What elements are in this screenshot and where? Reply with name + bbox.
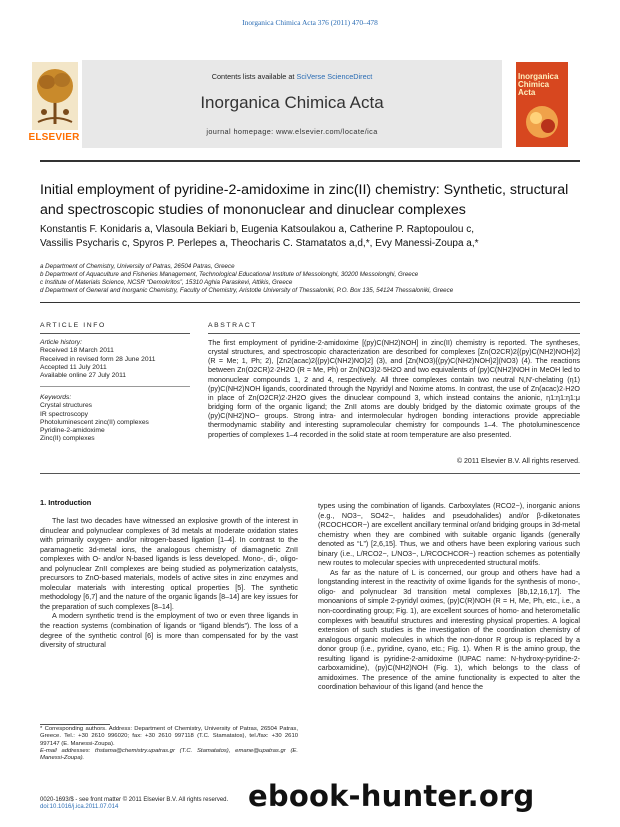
history-online: Available online 27 July 2011 <box>40 372 127 380</box>
affiliation-d: d Department of General and Inorganic Chemistry, Faculty of Chemistry, Aristotle University of Thessaloniki, P.O. Box 135, 54124 Thessaloniki, Greece <box>40 287 454 294</box>
homepage-line <box>82 127 502 136</box>
abstract-rule <box>208 333 580 334</box>
homepage-prefix: journal homepage: <box>206 127 277 136</box>
keywords-rule <box>40 386 190 387</box>
authors-line-2[interactable]: Vassilis Psycharis c, Spyros P. Perlepes a, Theocharis C. Stamatatos a,d,*, Evy Manessi-Zoupa a,* <box>40 237 479 249</box>
footnote-rule <box>40 724 110 725</box>
section-heading-introduction: 1. Introduction <box>40 498 92 507</box>
keywords-label: Keywords: <box>40 394 72 401</box>
article-info-rule <box>40 333 190 334</box>
keyword-item: IR spectroscopy <box>40 410 88 418</box>
body-paragraph: The last two decades have witnessed an explosive growth of the interest in dinuclear and polynuclear complexes of 3d metals at moderate oxidation states with primarily oxygen- and/or nitrogen-based ligation [1–4]. In contrast to the paramagnetic 3d-metal ions, the analogous chemistry of diamagnetic ZnII complexes with O- and/or N-based ligands is less developed. Mono-, di-, oligo- and polynuclear ZnII complexes are being studied as polymerization catalysts, precursors to ZnO-based materials, models of active sites in zinc enzymes and molecular materials with interesting optical properties [5]. The synthetic methodology [6,7] and the nature of the organic ligands [8–14] are key issues for the preparation of such complexes [8–14]. <box>40 516 298 611</box>
history-label: Article history: <box>40 339 82 346</box>
journal-name: Inorganica Chimica Acta <box>200 93 384 112</box>
body-paragraph: A modern synthetic trend is the employment of two or even three ligands in the reaction systems (combination of ligands or “ligand blends”). The loss of a degree of the synthetic control [6] is more than compensated for by the vast diversity of structural <box>40 611 298 650</box>
history-revised: Received in revised form 28 June 2011 <box>40 355 156 363</box>
body-paragraph: As far as the nature of L is concerned, our group and others have had a longstanding interest in the reactivity of oxime ligands for the synthesis of mono-, oligo- and polynuclear 3d transition metal complexes [8b,12,16,17]. The monoanions of simple 2-pyridyl oximes, (py)C(R)NOH (R = H, Me, Ph, etc., i.e., a non-coordinating group; Fig. 1), are excellent sources of homo- and heterometallic complexes with beautiful structures and interesting physical properties. A logical extension of such studies is the investigation of the coordination chemistry of analogous organic molecules in which the non-donor R group is replaced by a donor group (i.e., pyridine, cyano, etc.; Fig. 1). When R is the amino group, the resulting ligand is pyridine-2-amidoxime (IUPAC name: N-hydroxy-pyridine-2-carboxamidine), (py)C(NH2)NOH (Fig. 1), which belongs to the class of amidoximes. The presence of the amine functionality is expected to alter the coordination behaviour of this ligand (and hence the <box>318 567 580 692</box>
header-rule <box>40 160 580 162</box>
keyword-item: Crystal structures <box>40 402 93 410</box>
article-info-heading: ARTICLE INFO <box>40 322 106 329</box>
abstract-text: The first employment of pyridine-2-amidoxime [(py)C(NH2)NOH] in zinc(II) chemistry is reported. The syntheses, crystal structures, and spectroscopic characterization are described for complexes [Zn(O2CR)2{(py)C(NH2)NOH}2] (R = Me; 1, Ph; 2), [Zn2(acac)2{(py)C(NH2)NO}2] (3), and [Zn(NO3){(py)C(NH2)NOH}2](NO3) (4). The reactions between Zn(O2CR)2·2H2O (R = Me, Ph) or Zn(NO3)2·5H2O and two equivalents of (py)C(NH2)NOH in MeOH led to mononuclear compounds 1, 2 and 4, respectively. All three complexes contain two neutral N,N′-chelating (η1) (py)C(NH2)NOH ligands, coordinated through the Npyridyl and Noxime atoms. In contrast, the use of Zn(acac)2·H2O in place of Zn(O2CR)2·2H2O gives the dinuclear compound 3, which instead contains the anionic, η1:η1:η1:μ bridging form of the organic ligand; the ZnII atoms are doubly bridged by the diatomic oximate groups of the (py)C(NH2)NO− groups. Strong intra- and intermolecular hydrogen bonding interactions provide appreciable thermodynamic stability and interesting supramolecular chemistry for compounds 1–4. The photoluminescence properties of complexes 1–4 recorded in the solid state at room temperature are also presented. <box>208 339 580 439</box>
article-title: Initial employment of pyridine-2-amidoxime in zinc(II) chemistry: Synthetic, structural and spectroscopic studies of mononuclear and dinuclear complexes <box>40 182 569 218</box>
publisher-logo-text: ELSEVIER <box>28 132 80 143</box>
history-received: Received 18 March 2011 <box>40 347 114 355</box>
contents-line <box>82 72 502 81</box>
affiliation-c: c Institute of Materials Science, NCSR “Demokritos”, 15310 Aghia Paraskevi, Attikis, Greece <box>40 279 293 286</box>
corresponding-author-note: * Corresponding authors. Address: Department of Chemistry, University of Patras, 26504 Patras, Greece. Tel.: +30 2610 996020; fax: +30 2610 997118 (T.C. Stamatatos), tel./fax: +30 2610 997147 (E. Manessi-Zoupa). <box>40 726 298 747</box>
author-list <box>40 223 580 250</box>
body-left-column <box>40 516 298 650</box>
keywords-block <box>40 394 190 444</box>
body-right-column <box>318 501 580 692</box>
affiliation-rule <box>40 302 580 303</box>
email-addresses[interactable]: E-mail addresses: thstama@chemistry.upatras.gr (T.C. Stamatatos), emane@upatras.gr (E. Manessi-Zoupa). <box>40 747 298 762</box>
journal-citation[interactable]: Inorganica Chimica Acta 376 (2011) 470–478 <box>242 18 378 27</box>
abstract-heading: ABSTRACT <box>208 322 258 329</box>
body-paragraph: types using the combination of ligands. Carboxylates (RCO2−), inorganic anions (e.g., NO3−, SO42−, halides and pseudohalides) and/or β-diketonates (RCOCHCOR−) are excellent ancillary terminal or/and bridging groups in 3d-metal chemistry when they are combined with suitable organic ligands (generally denoted as “L”) [2,6,15]. Thus, we and others have been exploring various such binary (i.e., L/RCO2−, L/NO3−, L/RCOCHCOR−) reaction schemes as potentially new routes to molecular species with unprecedented structural motifs. <box>318 501 580 568</box>
keyword-item: Photoluminescent zinc(II) complexes <box>40 418 149 426</box>
keyword-item: Pyridine-2-amidoxime <box>40 427 105 435</box>
homepage-link[interactable]: www.elsevier.com/locate/ica <box>276 127 378 136</box>
doi-link[interactable]: doi:10.1016/j.ica.2011.07.014 <box>40 804 119 811</box>
keyword-item: Zinc(II) complexes <box>40 435 95 443</box>
abstract-copyright: © 2011 Elsevier B.V. All rights reserved. <box>456 458 580 465</box>
affiliation-b: b Department of Aquaculture and Fisheries Management, Technological Educational Institute of Messolonghi, 30200 Messolonghi, Greece <box>40 271 419 278</box>
footnote <box>40 726 298 762</box>
contents-prefix: Contents lists available at <box>211 72 297 81</box>
article-history <box>40 339 190 380</box>
watermark-text: ebook-hunter.org <box>248 779 535 813</box>
abstract-end-rule <box>40 473 580 474</box>
authors-line-1[interactable]: Konstantis F. Konidaris a, Vlasoula Bekiari b, Eugenia Katsoulakou a, Catherine P. Raptopoulou c, <box>40 224 474 235</box>
affiliation-a: a Department of Chemistry, University of Patras, 26504 Patras, Greece <box>40 263 235 270</box>
history-accepted: Accepted 11 July 2011 <box>40 363 107 371</box>
cover-title: Inorganica Chimica Acta <box>518 72 559 97</box>
cover-artwork <box>520 100 564 144</box>
sciencedirect-link[interactable]: SciVerse ScienceDirect <box>296 72 373 81</box>
issn-line: 0020-1693/$ - see front matter © 2011 Elsevier B.V. All rights reserved. <box>40 797 229 803</box>
